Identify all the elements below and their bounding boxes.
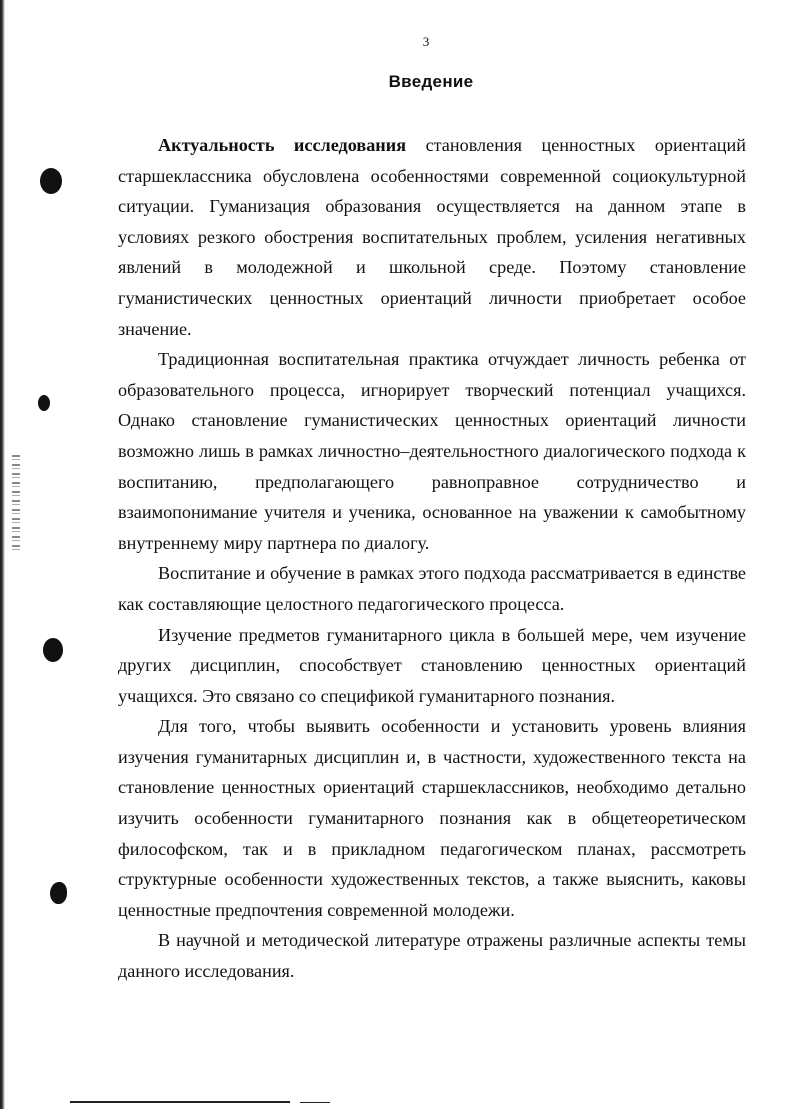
page-number: 3 <box>422 34 430 49</box>
scan-bottom-line <box>300 1102 330 1103</box>
punch-hole-1 <box>40 168 62 194</box>
punch-hole-3 <box>43 638 63 662</box>
body-text <box>118 130 746 987</box>
paragraph-text: становления ценностных ориентаций старшеклассника обусловлена особенностями современной социокультурной ситуации. Гуманизация образования осуществляется на данном этапе в условиях резкого обострения воспитательных проблем, усиления негативных явлений в молодежной и школьной среде. Поэтому становление гуманистических ценностных ориентаций личности приобретает особое значение. <box>118 135 746 339</box>
paragraph-lead-bold: Актуальность исследования <box>158 135 407 155</box>
paragraph: Традиционная воспитательная практика отчуждает личность ребенка от образовательного процесса, игнорирует творческий потенциал учащихся. Однако становление гуманистических ценностных ориентаций личности возможно лишь в рамках личностно–деятельностного диалогического подхода к воспитанию, предполагающего равноправное сотрудничество и взаимопонимание учителя и ученика, основанное на уважении к самобытному внутреннему миру партнера по диалогу. <box>118 349 746 553</box>
paragraph: Изучение предметов гуманитарного цикла в большей мере, чем изучение других дисциплин, способствует становлению ценностных ориентаций учащихся. Это связано со спецификой гуманитарного познания. <box>118 624 746 706</box>
paragraph: Воспитание и обучение в рамках этого подхода рассматривается в единстве как составляющие целостного педагогического процесса. <box>118 563 746 614</box>
paragraph: Для того, чтобы выявить особенности и установить уровень влияния изучения гуманитарных дисциплин и, в частности, художественного текста на становление ценностных ориентаций старшеклассников, необходимо детально изучить особенности гуманитарного познания как в общетеоретическом философском, так и в прикладном педагогическом планах, рассмотреть структурные особенности художественных текстов, а также выяснить, каковы ценностные предпочтения современной молодежи. <box>118 716 746 920</box>
scan-margin-noise <box>12 455 20 550</box>
paragraph: В научной и методической литературе отражены различные аспекты темы данного исследования. <box>118 930 746 982</box>
paragraph-relevance <box>118 130 746 344</box>
scan-left-edge <box>0 0 5 1109</box>
punch-hole-2 <box>38 395 50 411</box>
punch-hole-4 <box>50 882 67 904</box>
scan-bottom-line <box>70 1101 290 1103</box>
section-heading: Введение <box>388 72 474 91</box>
